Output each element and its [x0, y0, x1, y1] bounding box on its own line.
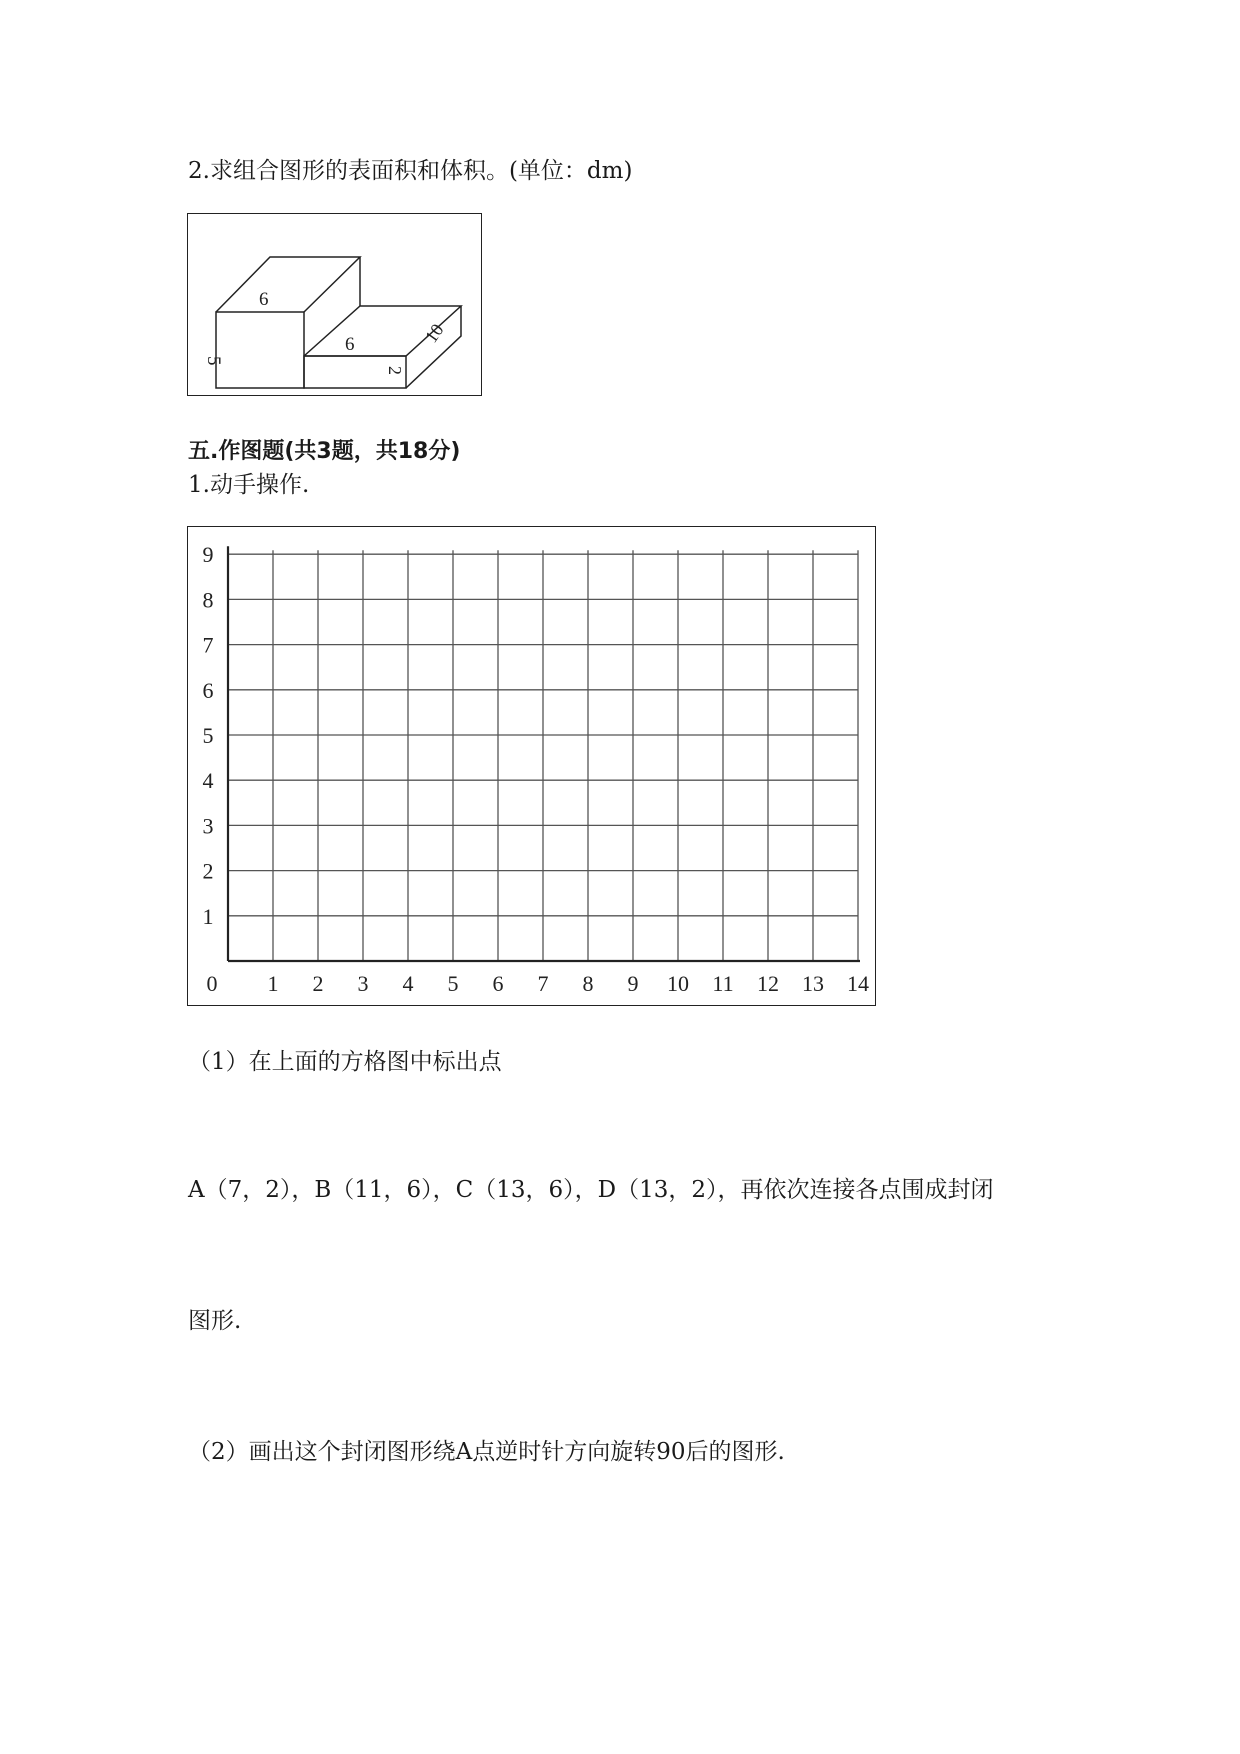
part1-line2: A（7，2），B（11，6），C（13，6），D（13，2），再依次连接各点围成封闭 — [188, 1177, 994, 1203]
y-tick-label: 1 — [202, 903, 214, 929]
y-tick-label: 9 — [202, 542, 214, 568]
part1-line1: （1）在上面的方格图中标出点 — [188, 1049, 502, 1075]
y-tick-label: 5 — [202, 723, 214, 748]
x-tick-label: 0 — [206, 971, 218, 996]
x-tick-label: 7 — [537, 971, 549, 996]
part1-line3: 图形. — [188, 1308, 242, 1334]
x-tick-label: 4 — [402, 971, 414, 996]
x-tick-label: 10 — [667, 971, 689, 996]
problem2-title: 2.求组合图形的表面积和体积。(单位：dm) — [188, 158, 633, 184]
y-tick-label: 4 — [202, 768, 214, 794]
x-tick-label: 12 — [757, 971, 779, 996]
x-tick-label: 13 — [802, 971, 824, 996]
coordinate-grid — [188, 527, 875, 1005]
y-tick-label: 3 — [202, 813, 214, 839]
label-step-height: 2 — [385, 366, 405, 375]
x-tick-label: 1 — [267, 971, 279, 996]
y-tick-label: 6 — [202, 677, 214, 703]
combined-solid-figure — [187, 213, 482, 396]
section-heading: 五.作图题(共3题，共18分) — [188, 439, 461, 464]
x-tick-label: 5 — [447, 971, 459, 996]
solid-drawing — [188, 214, 481, 395]
x-tick-label: 11 — [712, 971, 734, 996]
label-top-width: 6 — [259, 289, 269, 310]
x-tick-label: 3 — [357, 971, 369, 996]
label-left-height: 5 — [203, 356, 224, 366]
x-tick-label: 9 — [627, 971, 639, 996]
x-tick-label: 8 — [582, 971, 594, 996]
part2-text: （2）画出这个封闭图形绕A点逆时针方向旋转90后的图形. — [188, 1439, 785, 1465]
x-tick-label: 14 — [847, 971, 869, 996]
y-tick-label: 8 — [202, 587, 214, 613]
x-tick-label: 2 — [312, 971, 324, 996]
label-depth: 10 — [420, 320, 448, 347]
label-step-width: 6 — [345, 334, 355, 355]
coordinate-grid-frame — [187, 526, 876, 1006]
y-tick-label: 7 — [202, 632, 214, 658]
y-tick-label: 2 — [202, 858, 214, 884]
question1-title: 1.动手操作. — [188, 472, 310, 498]
x-tick-label: 6 — [492, 971, 504, 996]
